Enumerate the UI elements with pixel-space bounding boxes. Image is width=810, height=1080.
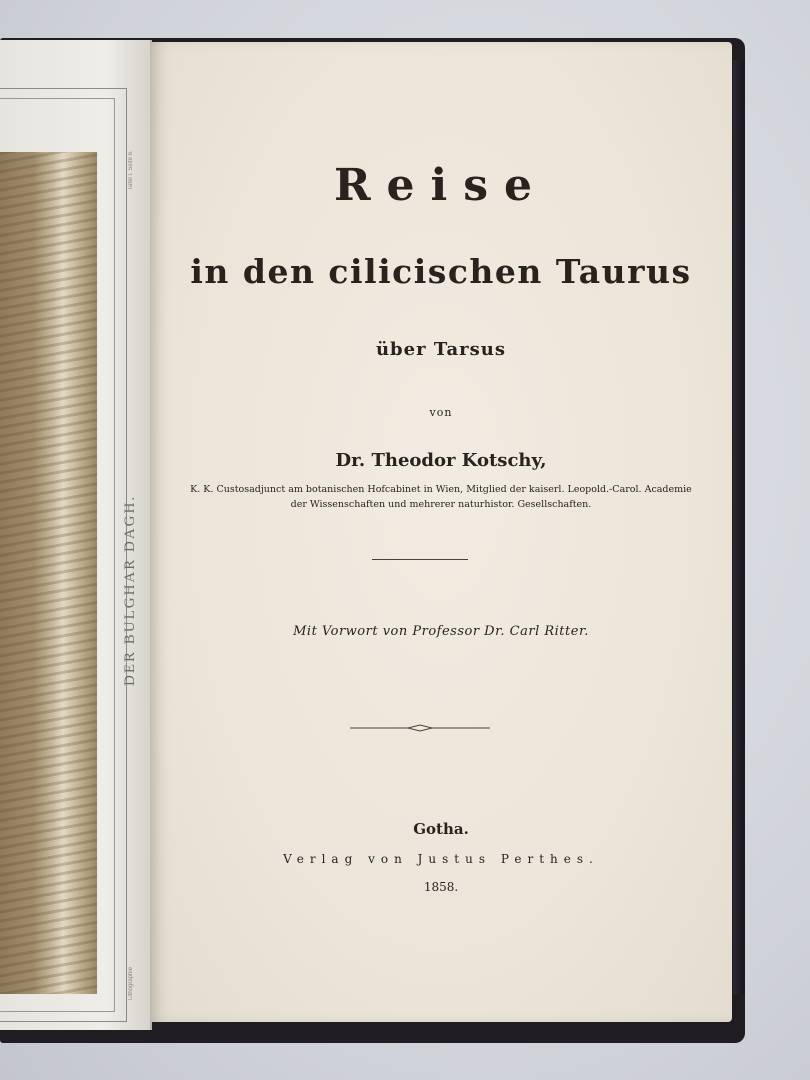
publication-place: Gotha. (413, 820, 469, 838)
left-page (0, 40, 152, 1030)
book-title: Reise (333, 160, 549, 211)
landscape-plate-image (0, 152, 97, 994)
plate-small-label-bottom: Lithographie (128, 966, 134, 1000)
publisher: Verlag von Justus Perthes. (283, 852, 599, 866)
foreword-note: Mit Vorwort von Professor Dr. Carl Ritter. (293, 624, 589, 639)
book-subtitle-route: über Tarsus (375, 339, 507, 360)
book-subtitle: in den cilicischen Taurus (190, 252, 692, 291)
plate-small-label-top: Tafel I. Seite 6. (128, 150, 134, 190)
ornament-divider (350, 724, 490, 732)
by-line: von (429, 406, 453, 419)
publication-year: 1858. (423, 880, 459, 894)
cover-edge (733, 60, 745, 995)
author-name: Dr. Theodor Kotschy, (335, 450, 547, 471)
divider-rule (372, 559, 468, 560)
plate-caption: DER BULGHAR DAGH. (122, 494, 138, 686)
title-page (150, 42, 732, 1022)
author-affiliation: K. K. Custosadjunct am botanischen Hofcabinet in Wien, Mitglied der kaiserl. Leopold.-Carol. Academie der Wissenschaften und mehrerer naturhistor. Gesellschaften. (190, 484, 692, 510)
